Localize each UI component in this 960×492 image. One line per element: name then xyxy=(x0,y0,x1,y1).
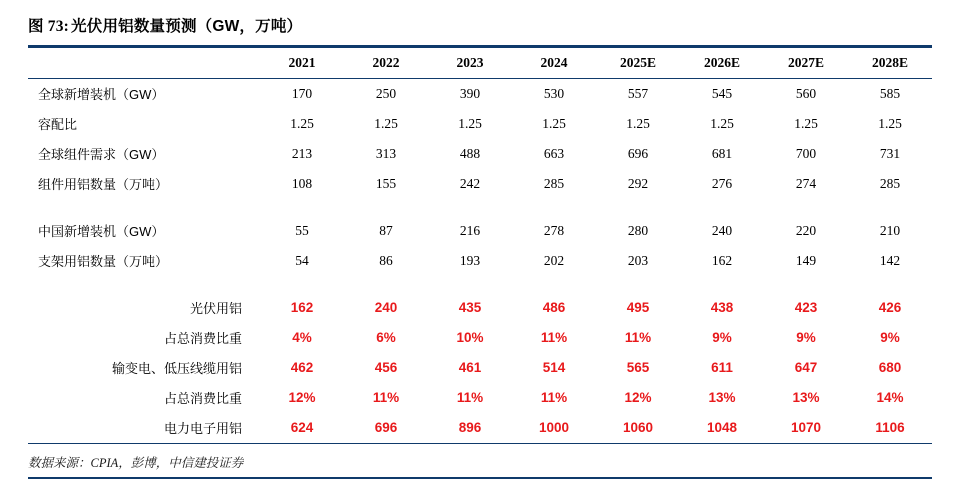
cell: 11% xyxy=(624,330,652,345)
table-row xyxy=(28,109,932,139)
column-header-2021: 2021 xyxy=(288,54,316,70)
column-header-label xyxy=(28,48,260,78)
cell: 438 xyxy=(710,300,734,315)
cell: 1.25 xyxy=(374,115,398,131)
cell: 486 xyxy=(542,300,566,315)
row-label: 全球组件需求（GW） xyxy=(38,147,165,162)
cell: 280 xyxy=(627,222,649,238)
table-row xyxy=(28,79,932,109)
cell: 1.25 xyxy=(878,115,902,131)
cell: 292 xyxy=(627,175,649,191)
column-header-2024: 2024 xyxy=(540,54,568,70)
cell: 142 xyxy=(879,252,901,268)
cell: 274 xyxy=(795,175,817,191)
cell: 896 xyxy=(458,420,482,435)
cell: 6% xyxy=(376,330,396,345)
row-label: 光伏用铝 xyxy=(189,301,242,316)
cell: 54 xyxy=(295,252,309,268)
column-header-2026e: 2026E xyxy=(703,54,740,70)
cell: 731 xyxy=(879,145,901,161)
row-label: 占总消费比重 xyxy=(163,391,242,406)
row-label: 输变电、低压线缆用铝 xyxy=(111,361,242,376)
exhibit-number-label: 图 73: xyxy=(28,18,70,35)
exhibit-title-row xyxy=(28,0,932,45)
cell: 390 xyxy=(459,85,481,101)
cell: 1.25 xyxy=(626,115,650,131)
cell: 11% xyxy=(372,390,400,405)
column-header-2025e: 2025E xyxy=(619,54,656,70)
cell: 696 xyxy=(374,420,398,435)
cell: 9% xyxy=(796,330,816,345)
table-row xyxy=(28,169,932,199)
cell: 242 xyxy=(459,175,481,191)
cell: 435 xyxy=(458,300,482,315)
source-note: 数据来源：CPIA，彭博，中信建投证券 xyxy=(28,455,244,470)
cell: 1070 xyxy=(790,420,822,435)
cell: 530 xyxy=(543,85,565,101)
cell: 12% xyxy=(624,390,652,405)
table-header-row xyxy=(28,48,932,78)
cell: 1048 xyxy=(706,420,738,435)
cell: 203 xyxy=(627,252,649,268)
table-row xyxy=(28,353,932,383)
cell: 13% xyxy=(708,390,736,405)
cell: 155 xyxy=(375,175,397,191)
cell: 14% xyxy=(876,390,904,405)
row-label: 电力电子用铝 xyxy=(163,421,242,436)
row-label: 全球新增装机（GW） xyxy=(38,87,165,102)
cell: 285 xyxy=(879,175,901,191)
cell: 1.25 xyxy=(290,115,314,131)
cell: 560 xyxy=(795,85,817,101)
row-spacer xyxy=(28,199,932,216)
cell: 456 xyxy=(374,360,398,375)
table-row xyxy=(28,139,932,169)
row-spacer xyxy=(28,276,932,293)
cell: 663 xyxy=(543,145,565,161)
cell: 9% xyxy=(880,330,900,345)
cell: 108 xyxy=(291,175,313,191)
cell: 488 xyxy=(459,145,481,161)
table-row xyxy=(28,216,932,246)
cell: 170 xyxy=(291,85,313,101)
row-label: 容配比 xyxy=(38,117,78,132)
cell: 202 xyxy=(543,252,565,268)
cell: 624 xyxy=(290,420,314,435)
cell: 565 xyxy=(626,360,650,375)
cell: 10% xyxy=(456,330,484,345)
cell: 11% xyxy=(540,390,568,405)
cell: 12% xyxy=(288,390,316,405)
column-header-2028e: 2028E xyxy=(871,54,908,70)
cell: 681 xyxy=(711,145,733,161)
forecast-table-body xyxy=(28,79,932,443)
cell: 426 xyxy=(878,300,902,315)
cell: 213 xyxy=(291,145,313,161)
column-header-2023: 2023 xyxy=(456,54,484,70)
cell: 278 xyxy=(543,222,565,238)
cell: 514 xyxy=(542,360,566,375)
cell: 250 xyxy=(375,85,397,101)
table-row xyxy=(28,413,932,443)
table-header xyxy=(28,48,932,78)
cell: 545 xyxy=(711,85,733,101)
cell: 585 xyxy=(879,85,901,101)
cell: 1.25 xyxy=(794,115,818,131)
cell: 557 xyxy=(627,85,649,101)
cell: 240 xyxy=(374,300,398,315)
table-row xyxy=(28,383,932,413)
cell: 4% xyxy=(292,330,312,345)
cell: 647 xyxy=(794,360,818,375)
cell: 462 xyxy=(290,360,314,375)
cell: 285 xyxy=(543,175,565,191)
cell: 276 xyxy=(711,175,733,191)
column-header-2022: 2022 xyxy=(372,54,400,70)
cell: 495 xyxy=(626,300,650,315)
cell: 1060 xyxy=(622,420,654,435)
forecast-table xyxy=(28,48,932,78)
row-label: 中国新增装机（GW） xyxy=(38,224,165,239)
cell: 149 xyxy=(795,252,817,268)
cell: 193 xyxy=(459,252,481,268)
cell: 162 xyxy=(290,300,314,315)
cell: 216 xyxy=(459,222,481,238)
page-title: 光伏用铝数量预测（GW，万吨） xyxy=(71,18,303,35)
cell: 220 xyxy=(795,222,817,238)
cell: 13% xyxy=(792,390,820,405)
cell: 700 xyxy=(795,145,817,161)
table-body xyxy=(28,79,932,443)
cell: 1.25 xyxy=(710,115,734,131)
cell: 313 xyxy=(375,145,397,161)
cell: 162 xyxy=(711,252,733,268)
cell: 461 xyxy=(458,360,482,375)
row-label: 组件用铝数量（万吨） xyxy=(38,177,169,192)
cell: 423 xyxy=(794,300,818,315)
cell: 1.25 xyxy=(542,115,566,131)
cell: 680 xyxy=(878,360,902,375)
cell: 11% xyxy=(540,330,568,345)
cell: 55 xyxy=(295,222,309,238)
row-label: 占总消费比重 xyxy=(163,331,242,346)
footer-rule xyxy=(28,477,932,480)
table-row xyxy=(28,246,932,276)
table-row xyxy=(28,323,932,353)
cell: 87 xyxy=(379,222,393,238)
cell: 611 xyxy=(711,360,733,375)
cell: 1106 xyxy=(875,420,905,435)
cell: 11% xyxy=(456,390,484,405)
cell: 9% xyxy=(712,330,732,345)
column-header-2027e: 2027E xyxy=(787,54,824,70)
cell: 240 xyxy=(711,222,733,238)
cell: 696 xyxy=(627,145,649,161)
cell: 210 xyxy=(879,222,901,238)
cell: 86 xyxy=(379,252,393,268)
cell: 1.25 xyxy=(458,115,482,131)
cell: 1000 xyxy=(538,420,570,435)
table-row xyxy=(28,293,932,323)
row-label: 支架用铝数量（万吨） xyxy=(38,254,169,269)
